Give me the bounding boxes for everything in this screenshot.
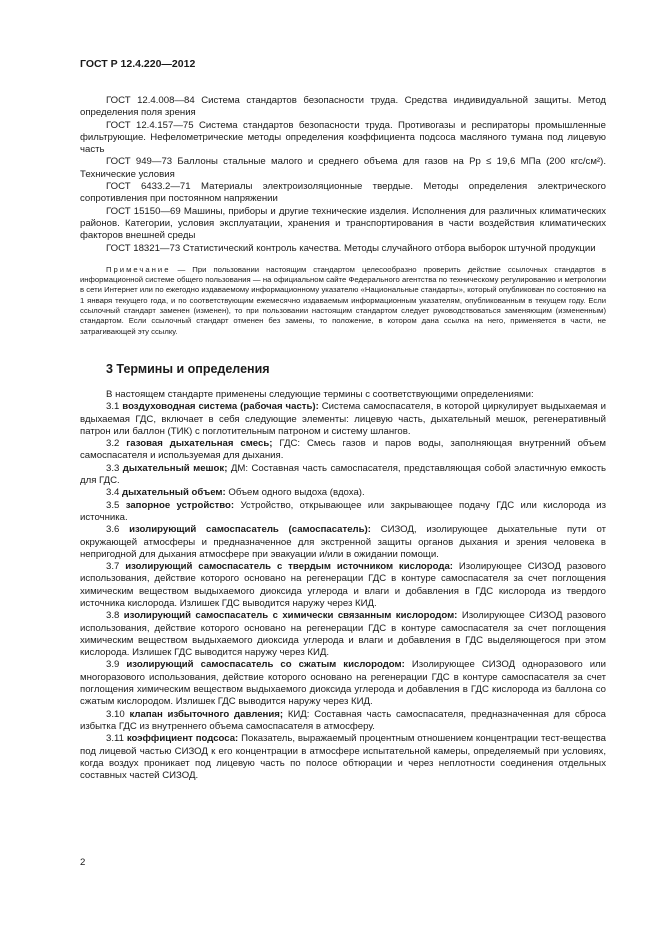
definition-term: воздуховодная система (рабочая часть):	[122, 401, 319, 413]
definition-number: 3.7	[106, 561, 120, 573]
definition-text: Устройство, открывающее или закрывающее подачу ГДС или кислорода из источника.	[80, 499, 607, 523]
section-heading: 3 Термины и определения	[106, 361, 270, 376]
page-content	[80, 95, 606, 782]
note-paragraph	[80, 265, 606, 337]
definition-term: дыхательный объем:	[122, 487, 226, 499]
definition-item	[80, 401, 606, 438]
definition-item	[80, 438, 606, 463]
definition-number: 3.9	[106, 659, 120, 671]
note-label: Примечание	[106, 264, 171, 274]
definition-text: ГДС: Смесь газов и паров воды, заполняющая внутренний объем самоспасателя и используемая для дыхания.	[80, 438, 607, 462]
definition-term: клапан избыточного давления;	[129, 708, 284, 720]
definition-number: 3.11	[106, 733, 124, 745]
page-number: 2	[80, 857, 86, 868]
definition-number: 3.4	[106, 487, 120, 499]
reference-item: ГОСТ 12.4.157—75 Система стандартов безопасности труда. Противогазы и респираторы промышленные фильтрующие. Нефелометрические методы определения коэффициента подсоса масляного тумана под лицевую часть	[80, 119, 606, 156]
definition-text: ДМ: Составная часть самоспасателя, представляющая собой эластичную емкость для ГДС.	[80, 462, 606, 487]
definition-item	[80, 733, 606, 782]
definition-term: изолирующий самоспасатель с твердым источником кислорода:	[125, 561, 454, 573]
definition-text: Изолирующее СИЗОД разового использования, действие которого основано на регенерации ГДС в контуре самоспасателя за счет поглощения химическим веществом выдыхаемого диоксида углерода и влаги и добавления в ГДС выделяющегося при этом кислорода. Излишек ГДС выводится наружу через КИД.	[80, 610, 606, 659]
definition-item	[80, 709, 606, 734]
reference-item: ГОСТ 949—73 Баллоны стальные малого и среднего объема для газов на Pр ≤ 19,6 МПа (200 кгс/см²). Технические условия	[80, 156, 606, 180]
definition-text: Показатель, выражаемый процентным отношением концентрации тест-вещества под лицевой частью СИЗОД к его концентрации в атмосфере испытательной камеры, определяемый при условиях, когда воздух проникает под лицевую часть по полосе обтюрации и через неплотности соединения отдельных составных частей СИЗОД.	[80, 733, 606, 782]
definition-number: 3.2	[106, 438, 120, 450]
definition-text: Изолирующее СИЗОД разового использования, действие которого основано на регенерации ГДС в контуре самоспасателя за счет поглощения химическим веществом выдыхаемого диоксида углерода и влаги и добавления в ГДС кислорода из твердого источника кислорода. Излишек ГДС выводится наружу через КИД.	[80, 561, 607, 609]
definition-number: 3.6	[106, 524, 120, 536]
definition-number: 3.8	[106, 610, 120, 622]
definition-text: Система самоспасателя, в которой циркулирует выдыхаемая и вдыхаемая ГДС, включает в себя следующие элементы: лицевую часть, дыхательный мешок, регенеративный патрон или баллон (ТИК) с поглотительным патроном и систему шлангов.	[80, 401, 606, 437]
reference-item: ГОСТ 12.4.008—84 Система стандартов безопасности труда. Средства индивидуальной защиты. Метод определения поля зрения	[80, 95, 606, 119]
reference-item: ГОСТ 18321—73 Статистический контроль качества. Методы случайного отбора выборок штучной продукции	[106, 242, 596, 254]
definition-term: коэффициент подсоса:	[126, 733, 239, 745]
normative-references	[80, 95, 606, 255]
definition-term: газовая дыхательная смесь;	[126, 438, 273, 450]
definition-item	[80, 524, 606, 561]
definition-item	[80, 463, 606, 488]
definition-term: изолирующий самоспасатель со сжатым кислородом:	[126, 659, 405, 671]
definition-item	[80, 500, 606, 525]
definition-text: Объем одного выдоха (вдоха).	[228, 487, 365, 499]
reference-item: ГОСТ 15150—69 Машины, приборы и другие технические изделия. Исполнения для различных климатических районов. Категории, условия эксплуатации, хранения и транспортирования в части воздействия климатических факторов внешней среды	[80, 205, 606, 242]
definition-number: 3.3	[106, 462, 120, 474]
definition-number: 3.10	[106, 708, 125, 720]
definition-term: дыхательный мешок;	[122, 462, 228, 474]
definition-text: СИЗОД, изолирующее дыхательные пути от окружающей атмосферы и предназначенное для экстренной защиты органов дыхания и зрения человека в непригодной для дыхания атмосфере при эвакуации и/или в ожидании помощи.	[80, 524, 606, 560]
definition-text: Изолирующее СИЗОД одноразового или многоразового использования, действие которого основано на регенерации ГДС в контуре самоспасателя за счет поглощения химическим веществом выдыхаемого диоксида углерода и добавления в ГДС кислорода из баллона со сжатым кислородом. Излишек ГДС выводится наружу через КИД.	[80, 659, 607, 708]
definition-text: КИД: Составная часть самоспасателя, предназначенная для сброса избытка ГДС из внутреннего объема самоспасателя в атмосферу.	[80, 708, 606, 732]
definition-number: 3.5	[106, 499, 120, 511]
definition-term: изолирующий самоспасатель с химически связанным кислородом:	[123, 610, 458, 622]
definition-item	[80, 610, 606, 659]
definition-number: 3.1	[106, 401, 120, 413]
section-intro: В настоящем стандарте применены следующие термины с соответствующими определениями:	[106, 388, 534, 400]
definition-item	[80, 487, 606, 499]
definition-item	[80, 561, 606, 610]
definition-term: изолирующий самоспасатель (самоспасатель):	[129, 524, 371, 536]
definition-term: запорное устройство:	[125, 499, 235, 511]
reference-item: ГОСТ 6433.2—71 Материалы электроизоляционные твердые. Методы определения электрического сопротивления при постоянном напряжении	[80, 181, 606, 205]
definition-item	[80, 659, 606, 708]
note-text: — При пользовании настоящим стандартом целесообразно проверить действие ссылочных стандартов в информационной системе общего пользования — на официальном сайте Федерального агентства по техническому регулированию и метрологии в сети Интернет или по ежегодно издаваемому информационному указателю «Национальные стандарты», который опубликован по состоянию на 1 января текущего года, и по соответствующим ежемесячно издаваемым информационным указателям, опубликованным в текущем году. Если ссылочный стандарт заменен (изменен), то при пользовании настоящим стандартом следует руководствоваться заменяющим (измененным) стандартом. Если ссылочный стандарт отменен без замены, то положение, в котором дана ссылка на него, применяется в части, не затрагивающей эту ссылку.	[80, 264, 606, 336]
document-header: ГОСТ Р 12.4.220—2012	[80, 58, 196, 70]
